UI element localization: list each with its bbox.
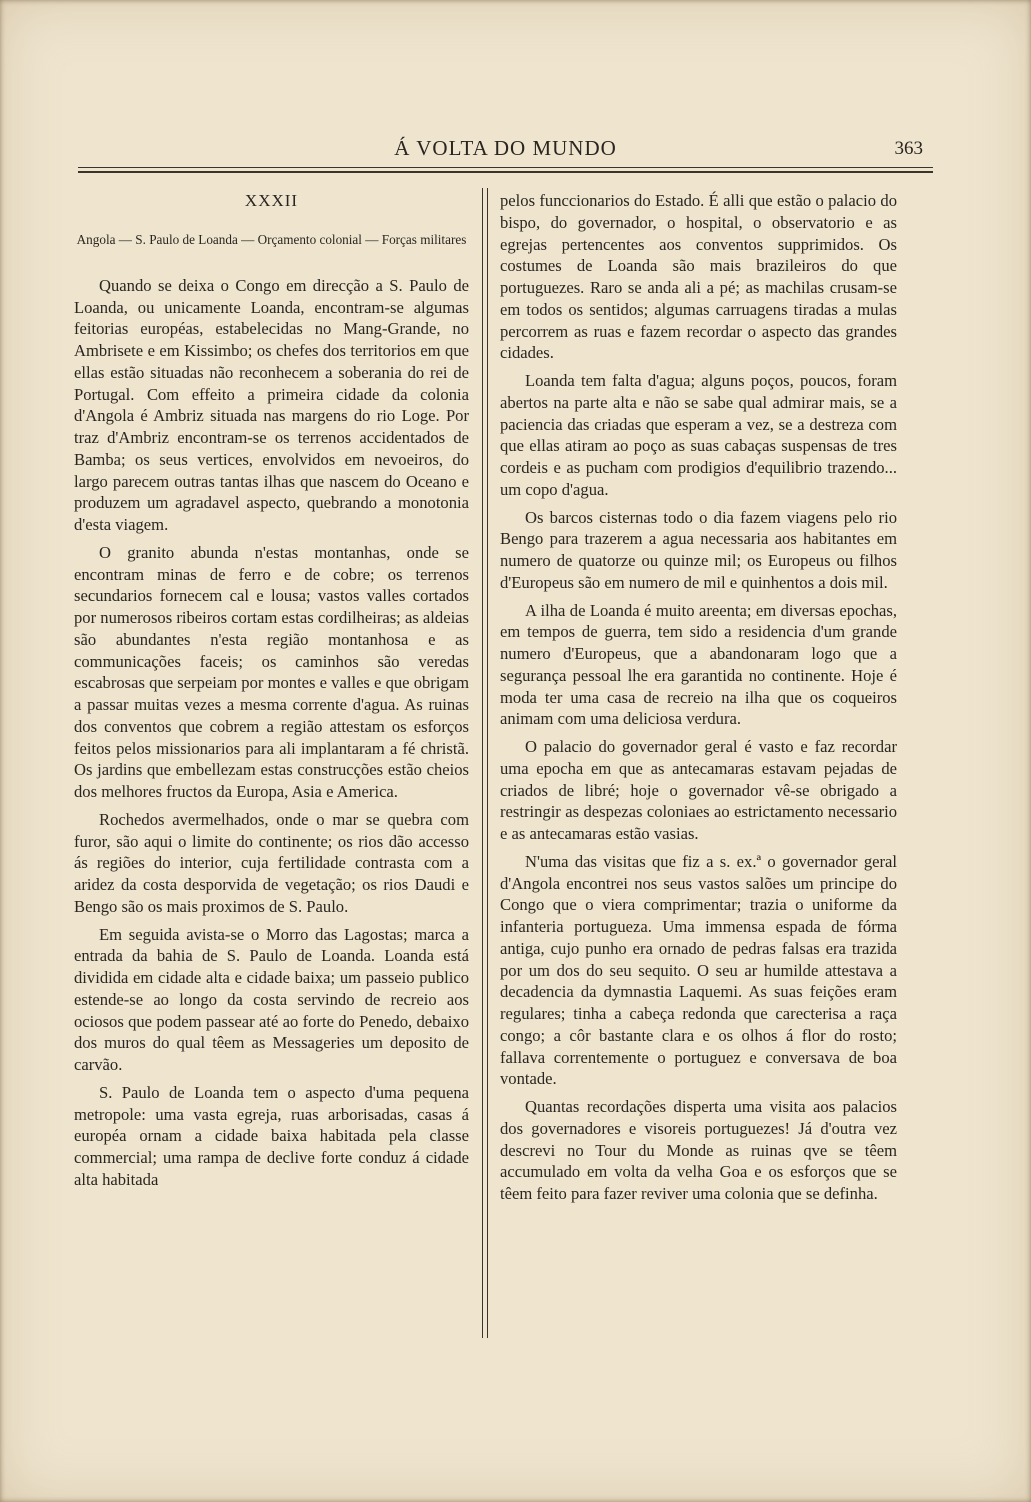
chapter-number: XXXII bbox=[244, 191, 299, 210]
paragraph: O palacio do governador geral é vasto e faz recordar uma epocha em que as antecamaras estavam pejadas de criados de libré; hoje o governador vê-se obrigado a restringir as despezas coloniaes ao estrictamento necessario e as antecamaras estão vasias. bbox=[500, 737, 897, 843]
left-column bbox=[74, 190, 469, 1191]
paragraph: Quantas recordações disperta uma visita aos palacios dos governadores e visoreis portuguezes! Já d'outra vez descrevi no Tour du Monde as ruinas qve se têem accumulado em volta da velha Goa e os esforços que se têem feito para fazer reviver uma colonia que se definha. bbox=[500, 1097, 897, 1203]
paragraph: Rochedos avermelhados, onde o mar se quebra com furor, são aqui o limite do continente; os rios dão accesso ás regiões do interior, cuja fertilidade contrasta com a aridez da costa desporvida de vegetação; os rios Daudi e Bengo são os mais proximos de S. Paulo. bbox=[74, 809, 469, 916]
right-column bbox=[500, 190, 897, 1205]
header-rule-thin bbox=[78, 167, 933, 168]
column-divider bbox=[482, 188, 488, 1338]
paragraph: Loanda tem falta d'agua; alguns poços, poucos, foram abertos na parte alta e não se sabe qual admirar mais, se a paciencia das criadas que esperam a vez, se a destreza com que ellas atiram ao poço as suas cabaças suspensas de tres cordeis e as pucham com prodigios d'equilibrio trazendo... um copo d'agua. bbox=[500, 371, 897, 499]
paragraph-continued: pelos funccionarios do Estado. É alli que estão o palacio do bispo, do governador, o hospital, o observatorio e as egrejas pertencentes aos conventos supprimidos. Os costumes de Loanda são mais brazileiros do que portuguezes. Raro se anda ali a pé; as machilas crusam-se em todos os sentidos; algumas carruagens tiradas a mulas percorrem as ruas e fazem recordar o aspecto das grandes cidades. bbox=[500, 191, 897, 363]
page-header bbox=[78, 136, 933, 166]
paragraph: N'uma das visitas que fiz a s. ex.ª o governador geral d'Angola encontrei nos seus vastos salões um principe do Congo que o viera comprimentar; trazia o uniforme da infanteria portugueza. Uma immensa espada de fórma antiga, cujo punho era ornado de pedras falsas era trazida por um dos do seu sequito. O seu ar humilde attestava a decadencia da dymnastia Laquemi. As suas feições eram regulares; tinha a cabeça redonda que carecterisa a raça congo; a côr bastante clara e os olhos á flor do rosto; fallava correntemente o portuguez e conversava de boa vontade. bbox=[500, 851, 897, 1089]
header-rule-thick bbox=[78, 171, 933, 173]
paragraph: Em seguida avista-se o Morro das Lagostas; marca a entrada da bahia de S. Paulo de Loanda. Loanda está dividida em cidade alta e cidade baixa; um passeio publico estende-se ao longo da costa servindo de recreio aos ociosos que podem passear até ao forte do Penedo, debaixo dos muros do qual têem as Messageries um deposito de carvão. bbox=[74, 924, 469, 1074]
paragraph: O granito abunda n'estas montanhas, onde se encontram minas de ferro e de cobre; os terrenos secundarios fornecem cal e lousa; vastos valles cortados por numerosos ribeiros cortam estas cordilheiras; as aldeias são abundantes n'esta região montanhosa e as communicações faceis; os caminhos são veredas escabrosas que serpeiam por montes e valles e que obrigam a passar muitas vezes a mesma corrente d'agua. As ruinas dos conventos que cobrem a região attestam os esforços feitos pelos missionarios para ali implantaram a fé christã. Os jardins que embellezam estas construcções estão cheios dos melhores fructos da Europa, Asia e America. bbox=[74, 542, 469, 801]
page-number: 363 bbox=[894, 138, 923, 159]
paragraph: Os barcos cisternas todo o dia fazem viagens pelo rio Bengo para trazerem a agua necessaria aos habitantes em numero de quatorze ou quinze mil; os Europeus ou filhos d'Europeus são em numero de mil e quinhentos a dois mil. bbox=[500, 507, 897, 592]
paragraph: A ilha de Loanda é muito areenta; em diversas epochas, em tempos de guerra, tem sido a residencia d'um grande numero d'Europeus, que a abandonaram logo que a segurança pessoal lhe era garantida no continente. Hoje é moda ter uma casa de recreio na ilha que os coqueiros animam com uma deliciosa verdura. bbox=[500, 600, 897, 729]
running-title: Á VOLTA DO MUNDO bbox=[394, 136, 617, 160]
paragraph: S. Paulo de Loanda tem o aspecto d'uma pequena metropole: uma vasta egreja, ruas arborisadas, casas á européa ornam a cidade baixa habitada pela classe commercial; uma rampa de declive forte conduz á cidade alta habitada bbox=[74, 1082, 469, 1189]
paragraph: Quando se deixa o Congo em direcção a S. Paulo de Loanda, ou unicamente Loanda, encontram-se algumas feitorias européas, estabelecidas no Mang-Grande, no Ambrisete e em Kissimbo; os chefes dos territorios em que ellas estão situadas não reconhecem a soberania do rei de Portugal. Com effeito a primeira cidade da colonia d'Angola é Ambriz situada nas margens do rio Loge. Por traz d'Ambriz encontram-se os terrenos accidentados de Bamba; os seus vertices, envolvidos em nevoeiros, do largo parecem outras tantas ilhas que nascem do Oceano e produzem um agradavel aspecto, quebrando a monotonia d'esta viagem. bbox=[74, 275, 469, 534]
chapter-subtitle: Angola — S. Paulo de Loanda — Orçamento colonial — Forças militares bbox=[76, 231, 467, 247]
